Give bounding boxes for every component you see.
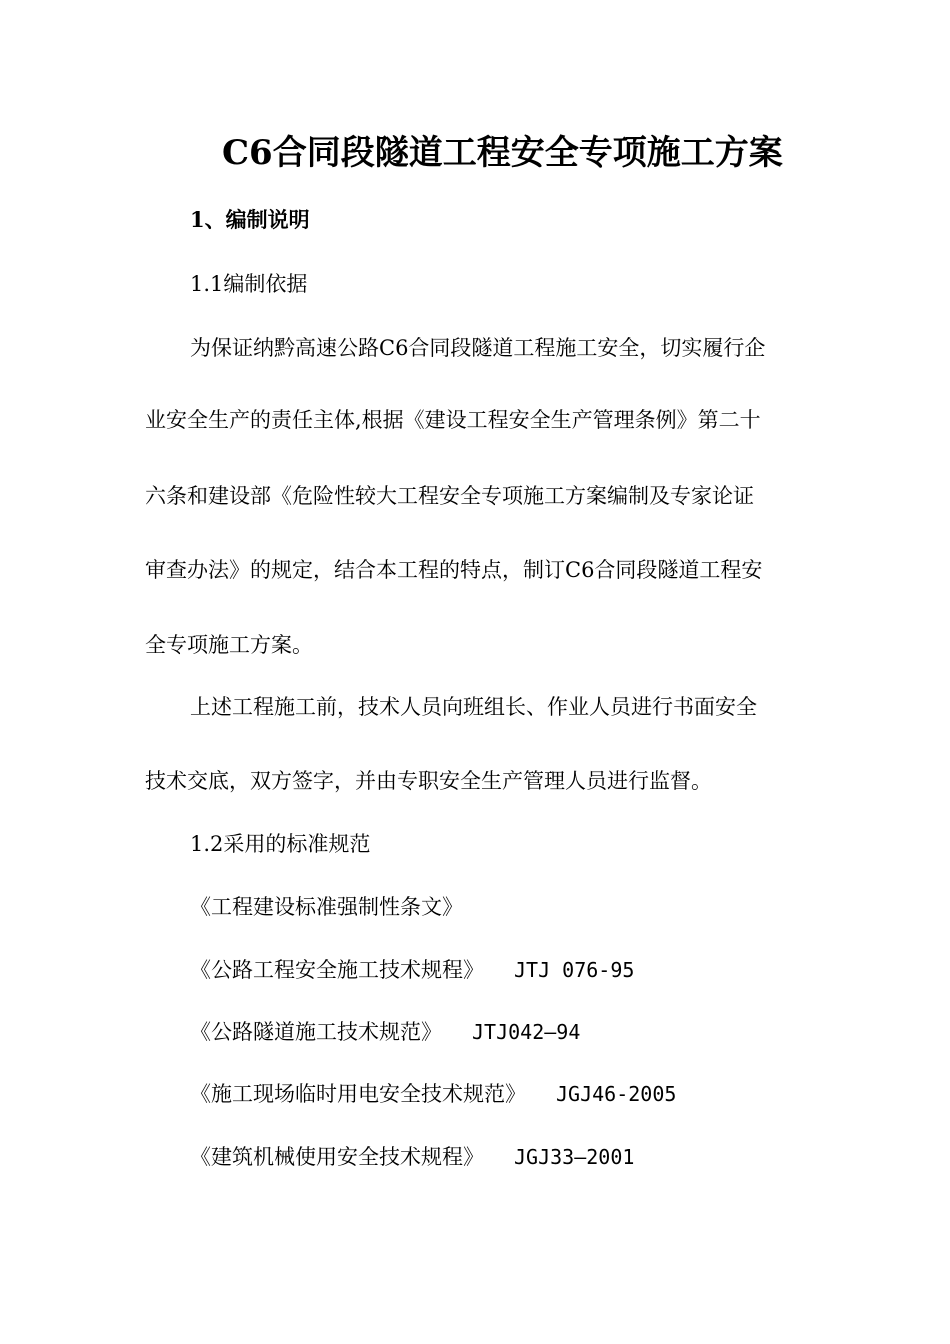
standard-item bbox=[190, 1142, 634, 1172]
paragraph-line: 技术交底，双方签字，并由专职安全生产管理人员进行监督。 bbox=[145, 769, 712, 793]
document-title: C6合同段隧道工程安全专项施工方案 bbox=[222, 133, 783, 173]
standard-item bbox=[190, 1017, 580, 1047]
standard-code: JTJ042—94 bbox=[472, 1020, 581, 1044]
standard-item bbox=[190, 1079, 676, 1109]
standard-code: JGJ46-2005 bbox=[556, 1082, 677, 1106]
standard-name: 《公路隧道施工技术规范》 bbox=[190, 1020, 442, 1044]
standard-code: JTJ 076-95 bbox=[514, 958, 635, 982]
paragraph-line: 审查办法》的规定，结合本工程的特点，制订C6合同段隧道工程安 bbox=[145, 558, 763, 582]
standard-name: 《施工现场临时用电安全技术规范》 bbox=[190, 1082, 526, 1106]
section-heading: 1、编制说明 bbox=[190, 207, 310, 232]
standard-name: 《建筑机械使用安全技术规程》 bbox=[190, 1145, 484, 1169]
paragraph-line: 业安全生产的责任主体,根据《建设工程安全生产管理条例》第二十 bbox=[145, 408, 761, 432]
standard-name: 《公路工程安全施工技术规程》 bbox=[190, 958, 484, 982]
paragraph-line: 全专项施工方案。 bbox=[145, 633, 313, 657]
subsection-heading: 1.1编制依据 bbox=[190, 272, 308, 296]
standard-name: 《工程建设标准强制性条文》 bbox=[190, 895, 463, 919]
standard-code: JGJ33—2001 bbox=[514, 1145, 635, 1169]
paragraph-line: 上述工程施工前，技术人员向班组长、作业人员进行书面安全 bbox=[190, 695, 757, 719]
subsection-heading: 1.2采用的标准规范 bbox=[190, 832, 371, 856]
paragraph-line: 为保证纳黔高速公路C6合同段隧道工程施工安全，切实履行企 bbox=[190, 336, 766, 360]
standard-item bbox=[190, 892, 463, 922]
paragraph-line: 六条和建设部《危险性较大工程安全专项施工方案编制及专家论证 bbox=[145, 484, 754, 508]
standard-item bbox=[190, 955, 634, 985]
